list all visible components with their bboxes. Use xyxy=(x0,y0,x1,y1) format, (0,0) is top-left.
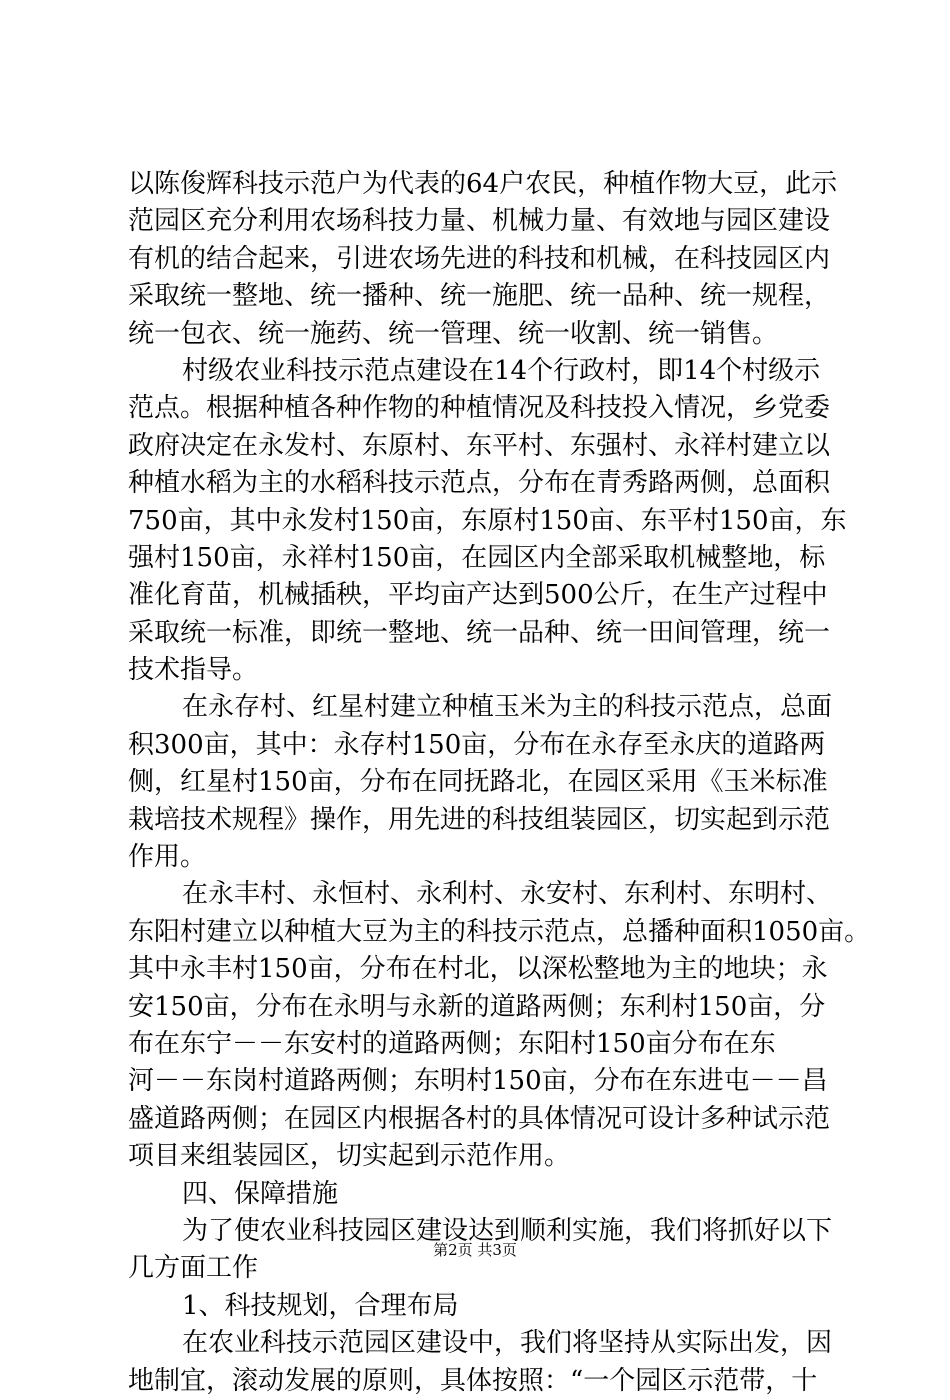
text-line: 几方面工作 xyxy=(128,1253,259,1284)
text-line: 布在东宁－－东安村的道路两侧；东阳村150亩分布在东 xyxy=(128,1028,776,1059)
text-line: 750亩，其中永发村150亩，东原村150亩、东平村150亩，东 xyxy=(128,505,847,536)
text-line: 村级农业科技示范点建设在14个行政村，即14个村级示 xyxy=(182,355,821,386)
text-line: 政府决定在永发村、东原村、东平村、东强村、永祥村建立以 xyxy=(128,430,831,461)
text-line: 在永丰村、永恒村、永利村、永安村、东利村、东明村、 xyxy=(182,879,833,910)
text-line: 在永存村、红星村建立种植玉米为主的科技示范点，总面 xyxy=(182,692,833,723)
text-line: 范点。根据种植各种作物的种植情况及科技投入情况，乡党委 xyxy=(128,393,831,424)
text-line: 盛道路两侧；在园区内根据各村的具体情况可设计多种试示范 xyxy=(128,1103,831,1134)
text-line: 有机的结合起来，引进农场先进的科技和机械，在科技园区内 xyxy=(128,243,831,274)
text-line: 准化育苗，机械插秧，平均亩产达到500公斤，在生产过程中 xyxy=(128,580,828,611)
text-line: 地制宜，滚动发展的原则，具体按照：“一个园区示范带，十 xyxy=(128,1365,818,1396)
text-line: 栽培技术规程》操作，用先进的科技组装园区，切实起到示范 xyxy=(128,804,831,835)
text-line: 作用。 xyxy=(128,842,207,873)
text-line: 范园区充分利用农场科技力量、机械力量、有效地与园区建设 xyxy=(128,206,831,237)
text-line: 技术指导。 xyxy=(128,655,259,686)
page-footer xyxy=(0,1240,950,1260)
text-line: 1、科技规划，合理布局 xyxy=(182,1290,459,1321)
text-line: 其中永丰村150亩，分布在村北，以深松整地为主的地块；永 xyxy=(128,954,828,985)
text-line: 采取统一标准，即统一整地、统一品种、统一田间管理，统一 xyxy=(128,617,831,648)
text-line: 积300亩，其中：永存村150亩，分布在永存至永庆的道路两 xyxy=(128,729,826,760)
text-line: 以陈俊辉科技示范户为代表的64户农民，种植作物大豆，此示 xyxy=(128,169,838,199)
text-line: 河－－东岗村道路两侧；东明村150亩，分布在东进屯－－昌 xyxy=(128,1066,828,1097)
text-line: 统一包衣、统一施药、统一管理、统一收割、统一销售。 xyxy=(128,318,779,349)
page-number-label: 第2页 共3页 xyxy=(433,1241,517,1259)
text-line: 在农业科技示范园区建设中，我们将坚持从实际出发，因 xyxy=(182,1328,833,1359)
text-line: 采取统一整地、统一播种、统一施肥、统一品种、统一规程， xyxy=(128,281,831,312)
document-body xyxy=(128,166,871,1400)
text-line: 侧，红星村150亩，分布在同抚路北，在园区采用《玉米标准 xyxy=(128,767,828,798)
text-line: 强村150亩，永祥村150亩，在园区内全部采取机械整地，标 xyxy=(128,542,826,573)
text-line: 安150亩，分布在永明与永新的道路两侧；东利村150亩，分 xyxy=(128,991,826,1022)
text-line: 为了使农业科技园区建设达到顺利实施，我们将抓好以下 xyxy=(182,1215,833,1246)
text-line: 种植水稻为主的水稻科技示范点，分布在青秀路两侧，总面积 xyxy=(128,468,831,499)
text-line: 东阳村建立以种植大豆为主的科技示范点，总播种面积1050亩。 xyxy=(128,916,871,947)
text-line: 项目来组装园区，切实起到示范作用。 xyxy=(128,1141,571,1172)
text-line: 四、保障措施 xyxy=(182,1178,339,1209)
